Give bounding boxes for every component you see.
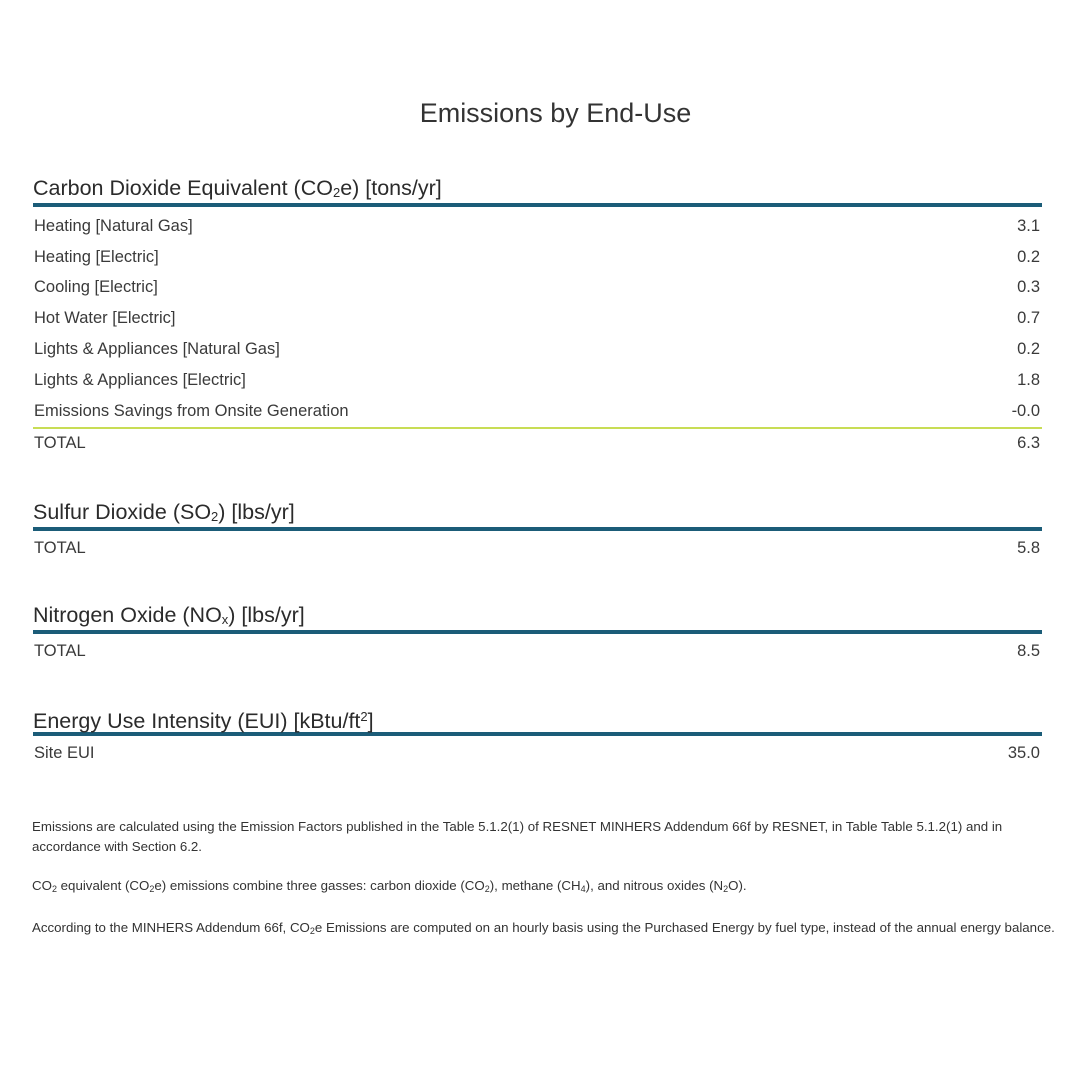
- row-label: Heating [Electric]: [34, 247, 159, 266]
- row-value: -0.0: [1011, 401, 1040, 420]
- page-title: Emissions by End-Use: [419, 98, 692, 128]
- total-label: TOTAL: [34, 538, 86, 557]
- footnote-methodology: Emissions are calculated using the Emission Factors published in the Table 5.1.2(1) of RESNET MINHERS Addendum 66f by RESNET, in Table Table 5.1.2(1) and in accordance with Section 6.2.: [32, 819, 1003, 854]
- co2e-section: [33, 173, 1042, 459]
- nox-section: [33, 600, 1042, 667]
- eui-heading: Energy Use Intensity (EUI) $[kBtu/ft^2]$: [33, 702, 1042, 736]
- table-row: [33, 211, 1042, 242]
- table-row: [33, 365, 1042, 396]
- row-label: Lights & Appliances [Electric]: [34, 370, 246, 389]
- nox-heading: Nitrogen Oxide $(NO_x)$ [lbs/yr]: [33, 600, 1042, 634]
- row-value: 3.1: [1017, 216, 1040, 235]
- total-value: 6.3: [1017, 434, 1040, 453]
- total-row: [33, 533, 1042, 564]
- table-row: [33, 242, 1042, 273]
- row-value: 0.2: [1017, 340, 1040, 359]
- so2-section: [33, 497, 1042, 564]
- row-value: 0.7: [1017, 309, 1040, 328]
- row-value: 0.2: [1017, 247, 1040, 266]
- total-label: TOTAL: [34, 434, 86, 453]
- row-value: 1.8: [1017, 370, 1040, 389]
- table-row: [33, 303, 1042, 334]
- total-row: [33, 427, 1042, 460]
- row-label: Emissions Savings from Onsite Generation: [34, 401, 349, 420]
- row-label: Heating [Natural Gas]: [34, 216, 193, 235]
- site-eui-label: Site EUI: [34, 743, 95, 762]
- site-eui-value: 35.0: [1007, 743, 1040, 762]
- co2e-heading: Carbon Dioxide Equivalent $(CO_2e)$ [tons/yr]: [33, 173, 1042, 207]
- footnotes: [32, 817, 1062, 960]
- table-row: [33, 334, 1042, 365]
- eui-section: [33, 702, 1042, 769]
- total-row: [33, 636, 1042, 667]
- table-row: [33, 396, 1042, 427]
- footnote-gasses: $CO_2$ equivalent $(CO_2e)$ emissions combine three gasses: carbon dioxide $(CO_2)$, methane $(CH_4)$, and nitrous oxides $(N_2O)$.: [32, 878, 747, 894]
- row-value: 0.3: [1017, 278, 1040, 297]
- so2-heading: Sulfur Dioxide $(SO_2)$ [lbs/yr]: [33, 497, 1042, 531]
- site-eui-row: [33, 738, 1042, 769]
- total-value: 5.8: [1017, 538, 1040, 557]
- table-row: [33, 273, 1042, 304]
- footnote-hourly: According to the MINHERS Addendum 66f, $CO_2e$ Emissions are computed on an hourly basis using the Purchased Energy by fuel type, instead of the annual energy balance.: [32, 920, 1055, 936]
- total-value: 8.5: [1017, 641, 1040, 660]
- total-label: TOTAL: [34, 641, 86, 660]
- row-label: Lights & Appliances [Natural Gas]: [34, 340, 280, 359]
- row-label: Hot Water [Electric]: [34, 309, 176, 328]
- row-label: Cooling [Electric]: [34, 278, 158, 297]
